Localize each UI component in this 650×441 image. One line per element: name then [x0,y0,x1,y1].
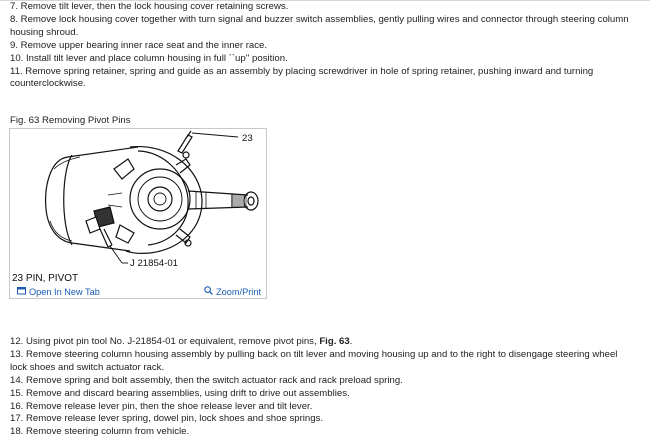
steering-column-illustration[interactable] [10,129,266,269]
figure-caption: Fig. 63 Removing Pivot Pins [10,115,131,126]
step-14: 14. Remove spring and bolt assembly, then the switch actuator rack and rack preload spring. [10,374,403,386]
step-7: 7. Remove tilt lever, then the lock housing cover retaining screws. [10,1,289,12]
step-10: 10. Install tilt lever and place column housing in full ``up'' position. [10,52,288,64]
figure-legend: 23 PIN, PIVOT [12,273,79,284]
steps-bottom [10,336,630,439]
step-9: 9. Remove upper bearing inner race seat and the inner race. [10,39,268,51]
step-18: 18. Remove steering column from vehicle. [10,426,190,438]
zoom-print-link[interactable] [204,286,261,297]
magnifier-icon [204,286,213,297]
open-in-new-tab-link[interactable] [17,286,100,297]
step-16: 16. Remove release lever pin, then the shoe release lever and tilt lever. [10,400,313,412]
step-11: 11. Remove spring retainer, spring and guide as an assembly by placing screwdriver in hole of spring retainer, pushing inward and turning counterclockwise. [10,65,594,90]
zoom-print-label: Zoom/Print [216,286,261,297]
step-8: 8. Remove lock housing cover together with turn signal and buzzer switch assemblies, gently pulling wires and connector through steering column housing shroud. [10,13,629,38]
step-17: 17. Remove release lever spring, dowel pin, lock shoes and shoe springs. [10,413,324,425]
tool-label: J 21854-01 [130,258,179,269]
step-12-end: . [349,336,353,347]
steps-top [10,1,630,91]
step-15: 15. Remove and discard bearing assemblies, using drift to drive out assemblies. [10,387,350,399]
figure-reference: Fig. 63 [319,336,350,347]
callout-23: 23 [242,133,253,144]
open-in-new-tab-label: Open In New Tab [29,286,100,297]
figure-container [9,128,267,299]
step-12 [10,336,630,349]
step-12-text: 12. Using pivot pin tool No. J-21854-01 or equivalent, remove pivot pins, [10,336,317,347]
step-13: 13. Remove steering column housing assembly by pulling back on tilt lever and moving housing up and to the right to disengage steering wheel lock shoes and switch actuator rack. [10,348,618,373]
open-in-new-tab-icon [17,286,26,297]
